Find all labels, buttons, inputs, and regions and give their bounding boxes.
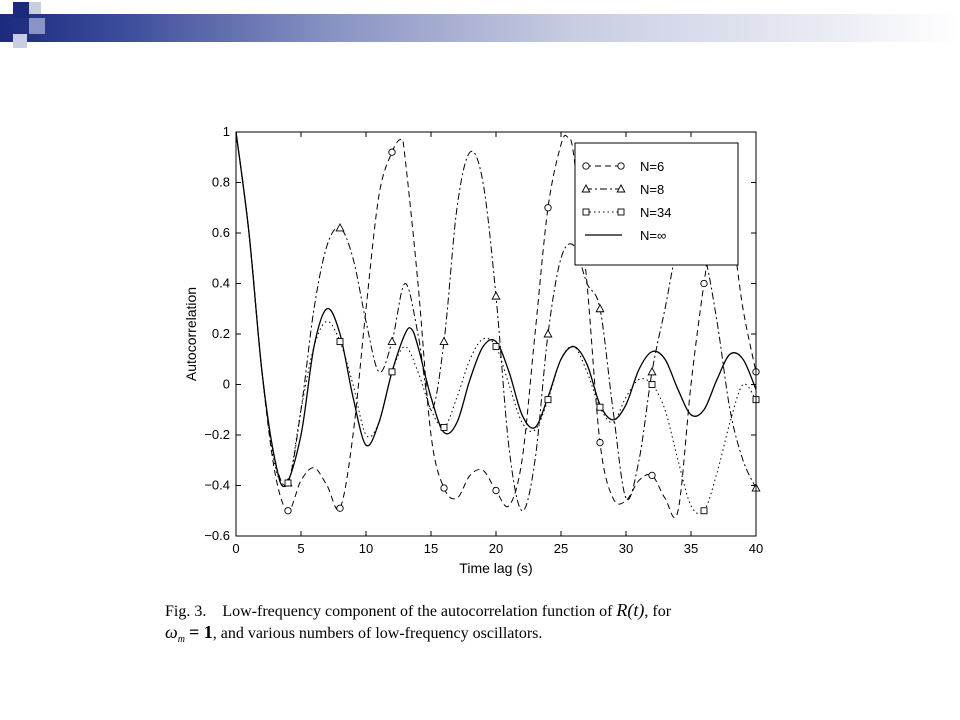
series-1-marker bbox=[493, 487, 499, 493]
legend-label-2: N=8 bbox=[640, 182, 665, 197]
series-3-marker bbox=[441, 424, 447, 430]
y-tick-label: −0.2 bbox=[204, 427, 230, 442]
caption-line-2 bbox=[165, 622, 805, 650]
series-1-marker bbox=[441, 485, 447, 491]
legend-marker-1 bbox=[583, 163, 589, 169]
caption-text-1-suffix: , for bbox=[644, 603, 672, 620]
y-axis-title: Autocorrelation bbox=[183, 286, 199, 382]
caption-fig-label: Fig. 3. bbox=[165, 603, 207, 620]
x-tick-label: 20 bbox=[488, 541, 504, 556]
x-axis-title: Time lag (s) bbox=[459, 560, 533, 576]
x-tick-label: 10 bbox=[358, 541, 374, 556]
series-2-marker bbox=[596, 305, 604, 312]
series-3-marker bbox=[285, 480, 291, 486]
legend-label-4: N=∞ bbox=[640, 228, 667, 243]
series-1-marker bbox=[337, 505, 343, 511]
series-2-marker bbox=[648, 368, 656, 375]
series-1-marker bbox=[597, 439, 603, 445]
series-3-marker bbox=[389, 369, 395, 375]
legend-marker-3 bbox=[618, 209, 624, 215]
series-1-marker bbox=[389, 149, 395, 155]
caption-math-omega: ω bbox=[165, 622, 178, 642]
series-3-marker bbox=[337, 339, 343, 345]
y-tick-label: 0 bbox=[222, 376, 230, 392]
series-1-marker bbox=[285, 508, 291, 514]
series-3-marker bbox=[701, 508, 707, 514]
series-3-marker bbox=[649, 382, 655, 388]
y-tick-label: 0.4 bbox=[211, 275, 230, 291]
series-2-marker bbox=[492, 292, 500, 299]
series-1-marker bbox=[701, 280, 707, 286]
x-tick-label: 40 bbox=[748, 541, 764, 556]
series-3-marker bbox=[545, 397, 551, 403]
legend-label-3: N=34 bbox=[640, 205, 672, 220]
y-tick-label: 0.6 bbox=[211, 225, 230, 240]
x-tick-label: 0 bbox=[232, 541, 240, 556]
y-tick-label: −0.6 bbox=[204, 528, 230, 543]
y-tick-label: 0.2 bbox=[211, 326, 230, 341]
x-tick-label: 30 bbox=[618, 541, 634, 556]
series-1-marker bbox=[545, 205, 551, 211]
x-tick-label: 35 bbox=[683, 541, 699, 556]
caption-math-eq: = 1 bbox=[188, 622, 213, 642]
series-1-marker bbox=[649, 472, 655, 478]
caption-text-2: , and various numbers of low-frequency oscillators. bbox=[212, 625, 543, 642]
series-2-marker bbox=[388, 338, 396, 345]
y-tick-label: 1 bbox=[222, 124, 230, 139]
y-tick-label: −0.4 bbox=[204, 477, 230, 493]
x-tick-label: 25 bbox=[553, 541, 569, 556]
caption-math-omega-sub: m bbox=[177, 634, 185, 646]
series-3-marker bbox=[493, 344, 499, 350]
figure-caption bbox=[165, 600, 805, 650]
legend-marker-3 bbox=[583, 209, 589, 215]
x-tick-label: 15 bbox=[423, 541, 439, 556]
series-2-marker bbox=[440, 338, 448, 345]
series-2-marker bbox=[544, 330, 552, 337]
x-tick-label: 5 bbox=[297, 541, 305, 556]
caption-text-1: Low-frequency component of the autocorrelation function of bbox=[222, 603, 613, 620]
legend-marker-1 bbox=[618, 163, 624, 169]
chart-legend bbox=[575, 143, 738, 265]
caption-math-rt: R(t) bbox=[616, 600, 645, 620]
series-3-marker bbox=[597, 404, 603, 410]
caption-line-1 bbox=[165, 600, 805, 622]
legend-label-1: N=6 bbox=[640, 159, 665, 174]
series-2-marker bbox=[336, 224, 344, 231]
y-tick-label: 0.8 bbox=[211, 174, 230, 190]
